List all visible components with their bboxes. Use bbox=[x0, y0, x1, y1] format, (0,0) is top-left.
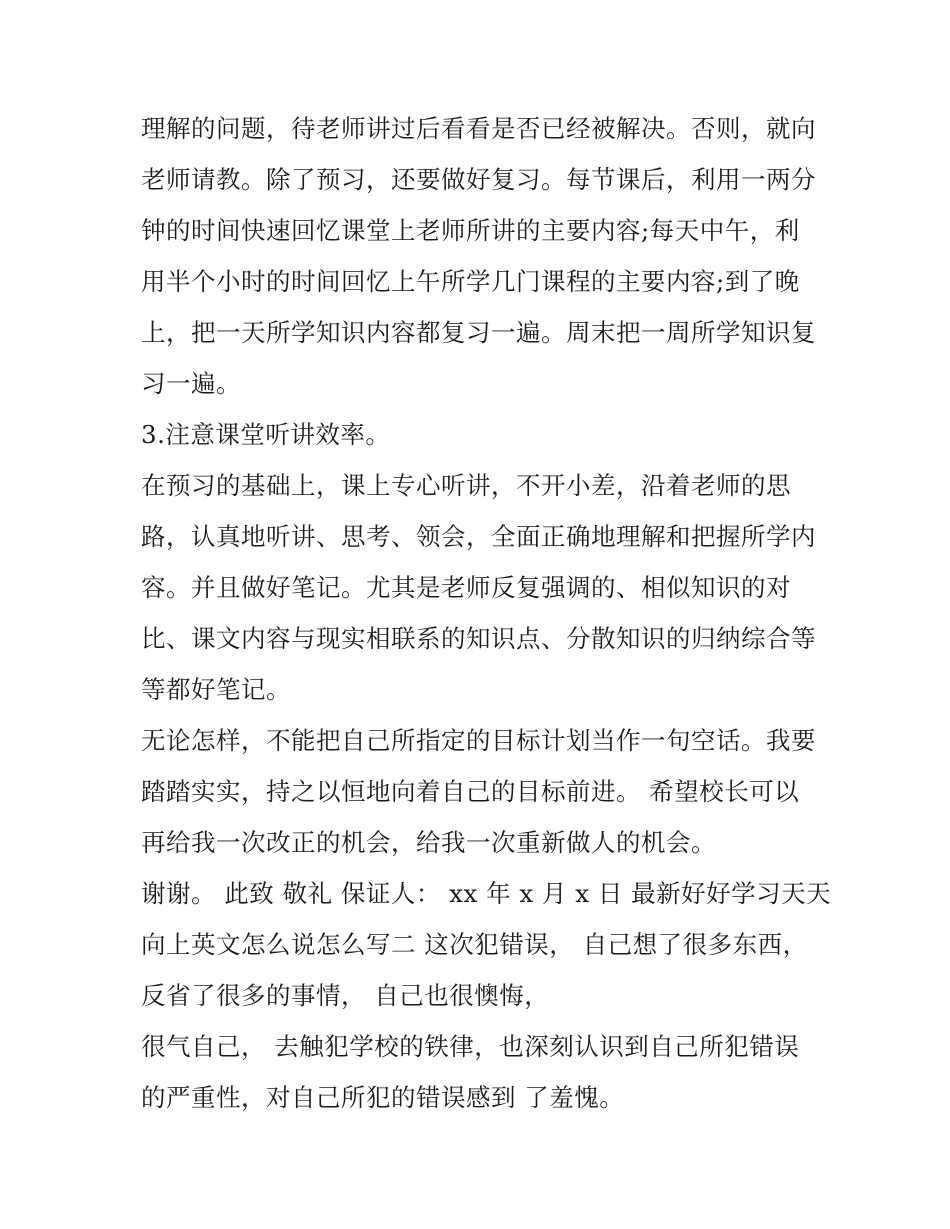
text-line: 在预习的基础上，课上专心听讲，不开小差，沿着老师的思 bbox=[141, 471, 791, 500]
text-line: 再给我一次改正的机会，给我一次重新做人的机会。 bbox=[141, 828, 716, 857]
text-line: 理解的问题，待老师讲过后看看是否已经被解决。否则，就向 bbox=[141, 114, 816, 143]
text-line: 踏踏实实，持之以恒地向着自己的目标前进。 希望校长可以 bbox=[141, 777, 800, 806]
text-line: 等都好笔记。 bbox=[141, 675, 291, 704]
text-line: 上，把一天所学知识内容都复习一遍。周末把一周所学知识复 bbox=[141, 318, 816, 347]
text-line: 很气自己， 去触犯学校的铁律，也深刻认识到自己所犯错误 bbox=[141, 1032, 800, 1061]
text-line: 用半个小时的时间回忆上午所学几门课程的主要内容;到了晚 bbox=[141, 267, 800, 296]
text-line: 老师请教。除了预习，还要做好复习。每节课后，利用一两分 bbox=[141, 165, 816, 194]
section-heading: 3.注意课堂听讲效率。 bbox=[141, 420, 391, 449]
text-line: 路，认真地听讲、思考、领会，全面正确地理解和把握所学内 bbox=[141, 522, 816, 551]
text-line: 的严重性，对自己所犯的错误感到 了羞愧。 bbox=[141, 1083, 625, 1112]
text-line: 钟的时间快速回忆课堂上老师所讲的主要内容;每天中午，利 bbox=[141, 216, 800, 245]
text-line: 习一遍。 bbox=[141, 369, 241, 398]
body-text bbox=[141, 103, 832, 1123]
text-line: 向上英文怎么说怎么写二 这次犯错误， 自己想了很多东西， bbox=[141, 930, 808, 959]
text-line: 无论怎样，不能把自己所指定的目标计划当作一句空话。我要 bbox=[141, 726, 816, 755]
text-line: 比、课文内容与现实相联系的知识点、分散知识的归纳综合等 bbox=[141, 624, 816, 653]
text-line: 反省了很多的事情， 自己也很懊悔， bbox=[141, 981, 550, 1010]
text-line: 谢谢。 此致 敬礼 保证人： xx 年 x 月 x 日 最新好好学习天天 bbox=[141, 879, 832, 908]
text-line: 容。并且做好笔记。尤其是老师反复强调的、相似知识的对 bbox=[141, 573, 791, 602]
